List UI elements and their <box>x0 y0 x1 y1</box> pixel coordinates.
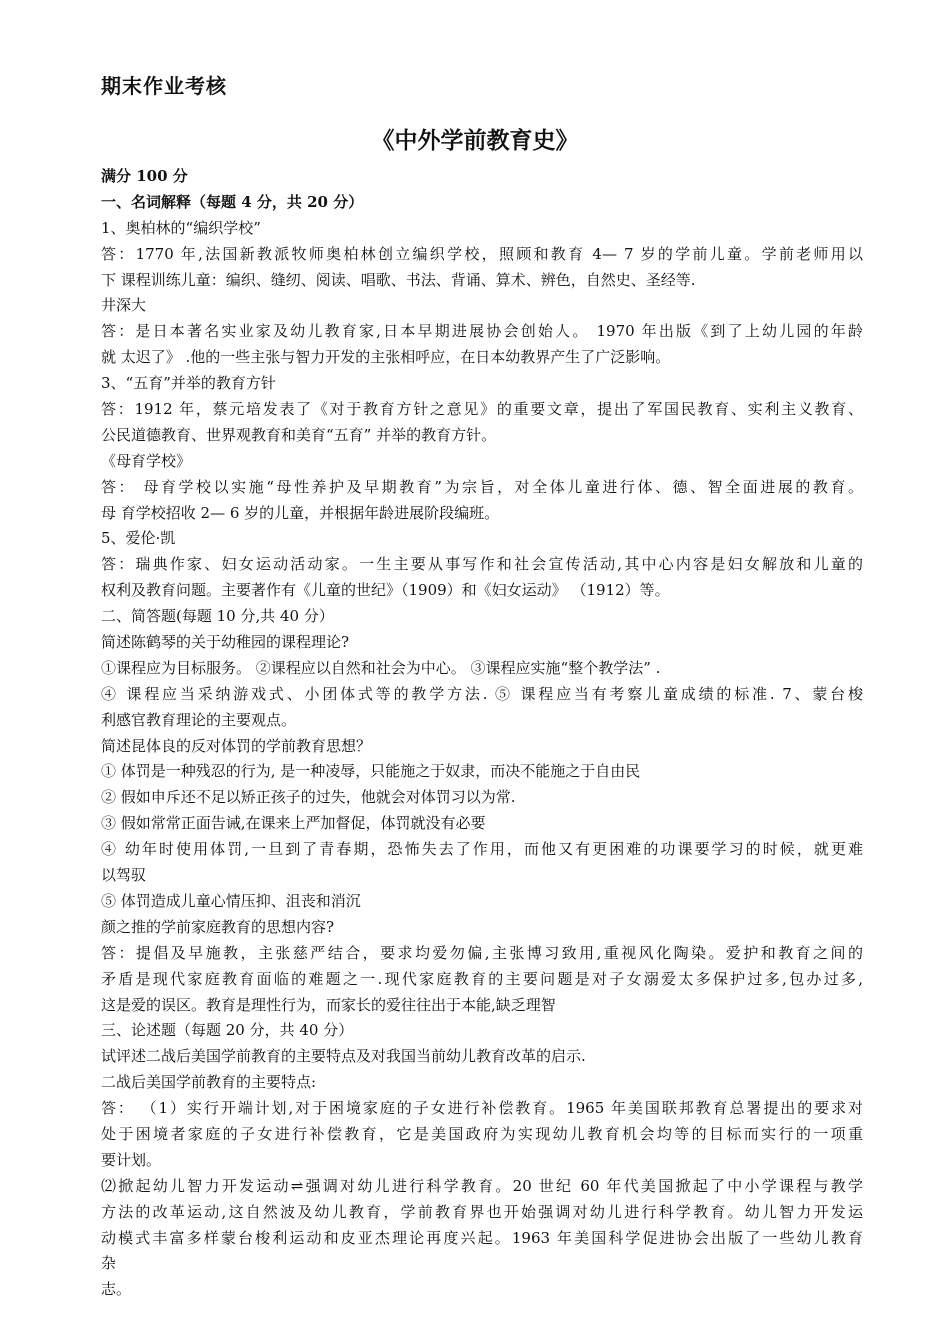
answer-7-point-3: ③ 假如常常正面告诫,在课来上严加督促，体罚就没有必要 <box>101 814 486 833</box>
answer-6-line-1: ①课程应为目标服务。 ②课程应以自然和社会为中心。 ③课程应实施“整个教学法” . <box>101 658 661 677</box>
answer-1-line-2: 下 课程训练儿童：编织、缝纫、阅读、唱歌、书法、背诵、算术、辨色，自然史、圣经等. <box>101 270 696 289</box>
section-heading-short-answer: 二、简答题(每题 10 分,共 40 分） <box>101 607 334 626</box>
question-7: 简述昆体良的反对体罚的学前教育思想？ <box>101 736 372 755</box>
section-heading-essay: 三、论述题（每题 20 分，共 40 分） <box>101 1021 354 1040</box>
answer-6-line-2: ④ 课程应当采纳游戏式、小团体式等的教学方法. ⑤ 课程应当有考察儿童成绩的标准. 7、蒙台梭 <box>101 684 863 703</box>
score-line: 满分 100 分 <box>101 167 188 185</box>
course-title: 《中外学前教育史》 <box>371 128 579 154</box>
question-9: 试评述二战后美国学前教育的主要特点及对我国当前幼儿教育改革的启示. <box>101 1047 586 1066</box>
answer-4-line-2: 母 育学校招收 2— 6 岁的儿童，并根据年龄进展阶段编班。 <box>101 503 500 522</box>
answer-7-point-4-cont: 以驾驭 <box>101 866 147 885</box>
answer-9-line-5: 方法的改革运动,这自然波及幼儿教育，学前教育界也开始强调对幼儿进行科学教育。幼儿智力开发运 <box>101 1202 863 1221</box>
assessment-header: 期末作业考核 <box>101 74 227 98</box>
answer-3-line-1: 答：1912 年，蔡元培发表了《对于教育方针之意见》的重要文章，提出了军国民教育、实利主义教育、 <box>101 400 863 419</box>
document-body <box>101 164 863 1303</box>
question-5: 5、爱伦·凯 <box>101 529 176 548</box>
answer-9-line-3: 要计划。 <box>101 1150 162 1169</box>
question-2: 井深大 <box>101 296 147 315</box>
answer-9-line-6: 动模式丰富多样蒙台梭利运动和皮亚杰理论再度兴起。1963 年美国科学促进协会出版了一些幼儿教育 <box>101 1228 863 1247</box>
answer-2-line-2: 就 太迟了》 .他的一些主张与智力开发的主张相呼应，在日本幼教界产生了广泛影响。 <box>101 348 671 367</box>
answer-9-line-8: 志。 <box>101 1280 132 1299</box>
answer-8-line-3: 这是爱的误区。教育是理性行为，而家长的爱往往出于本能,缺乏理智 <box>101 995 556 1014</box>
answer-1-line-1: 答：1770 年,法国新教派牧师奥柏林创立编织学校，照顾和教育 4— 7 岁的学前儿童。学前老师用以 <box>101 244 863 263</box>
question-8: 颜之推的学前家庭教育的思想内容? <box>101 917 335 936</box>
question-3: 3、“五育”并举的教育方针 <box>101 374 276 393</box>
answer-9-line-7: 杂 <box>101 1254 117 1273</box>
question-1: 1、奥柏林的“编织学校” <box>101 218 261 237</box>
answer-7-point-1: ① 体罚是一种残忍的行为, 是一种凌辱，只能施之于奴隶，而决不能施之于自由民 <box>101 762 641 781</box>
answer-3-line-2: 公民道德教育、世界观教育和美育“五育” 并举的教育方针。 <box>101 425 497 444</box>
answer-4-line-1: 答： 母育学校以实施“母性养护及早期教育”为宗旨，对全体儿童进行体、德、智全面进展的教育。 <box>101 477 863 496</box>
answer-8-line-2: 矛盾是现代家庭教育面临的难题之一.现代家庭教育的主要问题是对子女溺爱太多保护过多,包办过多, <box>101 969 863 988</box>
answer-5-line-2: 权利及教育问题。主要著作有《儿童的世纪》（1909）和《妇女运动》 （1912）等。 <box>101 581 670 600</box>
answer-7-point-2: ② 假如申斥还不足以矫正孩子的过失，他就会对体罚习以为常. <box>101 788 516 807</box>
answer-9-subheading: 二战后美国学前教育的主要特点: <box>101 1073 317 1092</box>
answer-9-line-2: 处于困境者家庭的子女进行补偿教育，它是美国政府为实现幼儿教育机会均等的目标而实行的一项重 <box>101 1124 863 1143</box>
answer-2-line-1: 答：是日本著名实业家及幼儿教育家,日本早期进展协会创始人。 1970 年出版《到了上幼儿园的年龄 <box>101 322 863 341</box>
section-heading-definitions: 一、名词解释（每题 4 分，共 20 分） <box>101 192 364 211</box>
answer-9-line-4: ⑵掀起幼儿智力开发运动⇌强调对幼儿进行科学教育。20 世纪 60 年代美国掀起了中小学课程与教学 <box>101 1176 863 1195</box>
answer-6-line-3: 利感官教育理论的主要观点。 <box>101 710 297 729</box>
answer-7-point-4: ④ 幼年时使用体罚,一旦到了青春期，恐怖失去了作用，而他又有更困难的功课要学习的时候，就更难 <box>101 840 863 859</box>
answer-8-line-1: 答：提倡及早施教，主张慈严结合，要求均爱勿偏,主张博习致用,重视风化陶染。爱护和教育之间的 <box>101 943 863 962</box>
question-6: 简述陈鹤琴的关于幼稚园的课程理论? <box>101 633 350 652</box>
answer-5-line-1: 答：瑞典作家、妇女运动活动家。一生主要从事写作和社会宣传活动,其中心内容是妇女解放和儿童的 <box>101 555 863 574</box>
question-4: 《母育学校》 <box>101 451 192 470</box>
answer-7-point-5: ⑤ 体罚造成儿童心情压抑、沮丧和消沉 <box>101 891 361 910</box>
answer-9-line-1: 答： （1）实行开端计划,对于困境家庭的子女进行补偿教育。1965 年美国联邦教育总署提出的要求对 <box>101 1099 863 1118</box>
